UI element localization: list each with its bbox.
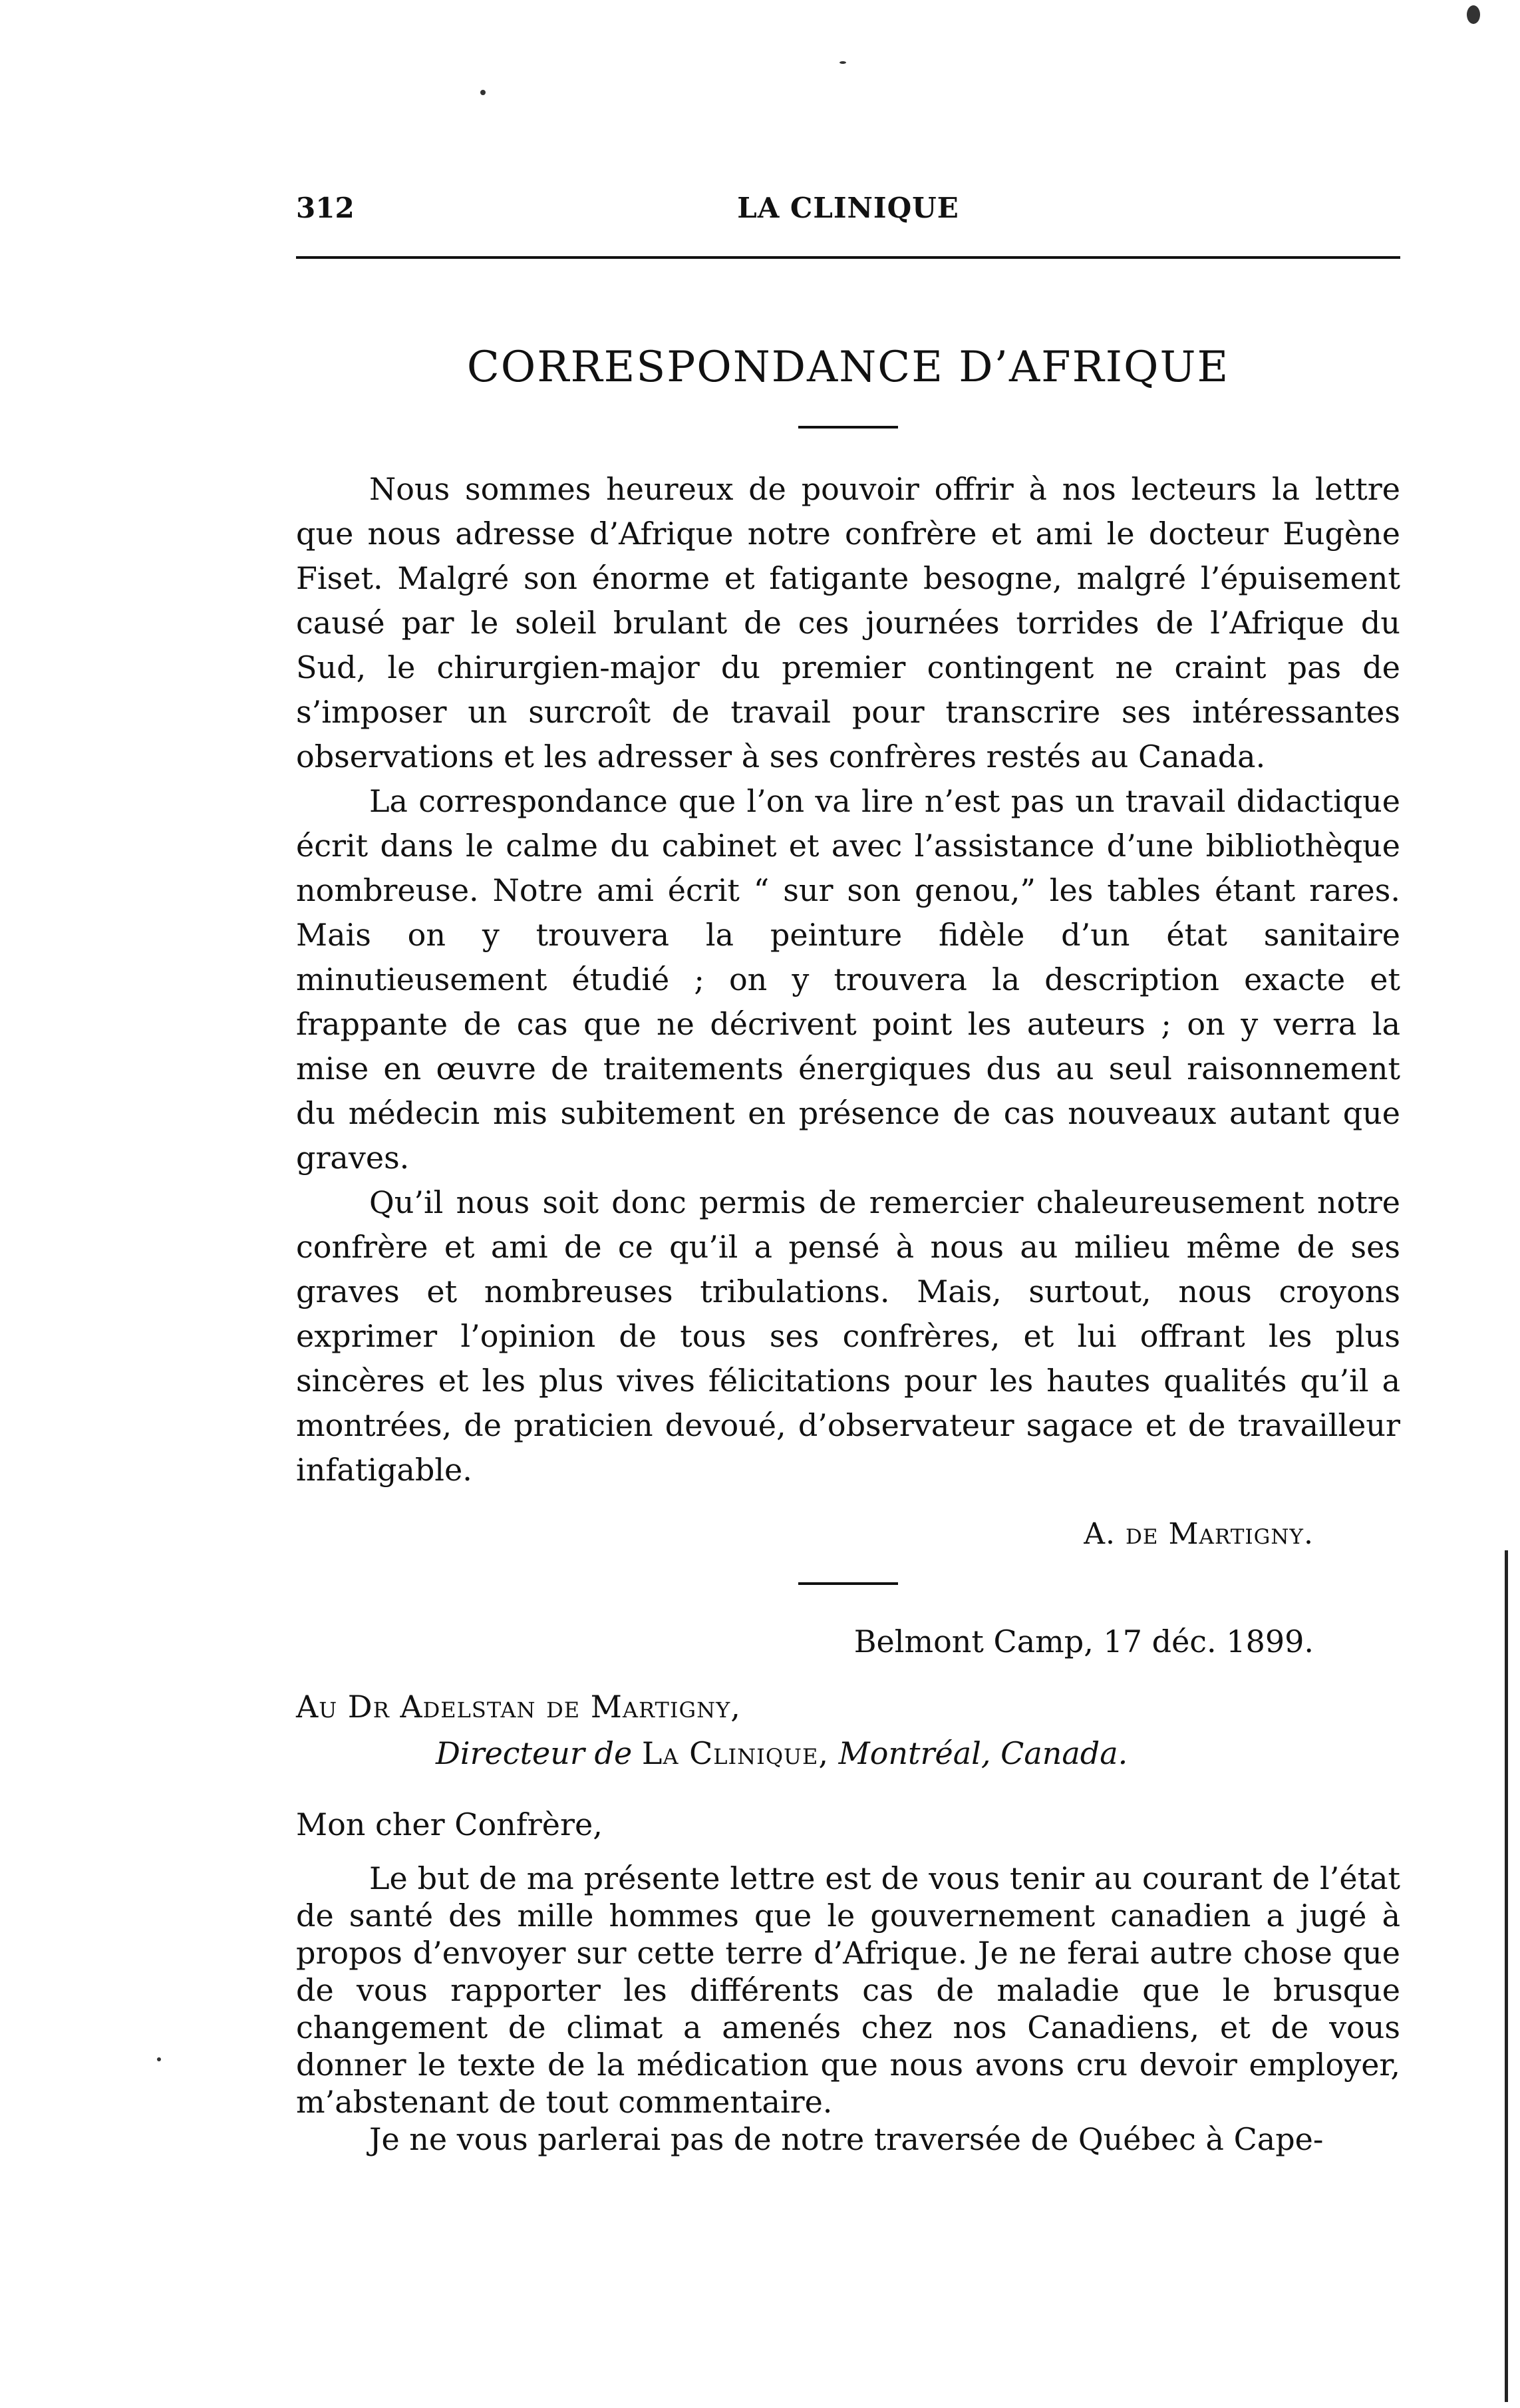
title-divider (798, 426, 898, 429)
intro-paragraph-2: La correspondance que l’on va lire n’est pas un travail didactique écrit dans le calme du cabinet et avec l’assistance d’une bibliothèque nombreuse. Notre ami écrit “ sur son genou,” les tables étant rares. Mais on y trouvera la peinture fidèle d’un état sanitaire minutieusement étudié ; on y trouvera la description exacte et frappante de cas que ne décrivent point les auteurs ; on y verra la mise en œuvre de traitements énergiques dus au seul raisonnement du médecin mis subitement en présence de cas nouveaux autant que graves. (296, 783, 1400, 1176)
address-journal: La Clinique, (641, 1735, 830, 1771)
letter-salutation: Mon cher Confrère, (296, 1806, 603, 1842)
editor-signature: A. de Martigny. (1084, 1517, 1314, 1551)
letter-dateline: Belmont Camp, 17 déc. 1899. (853, 1624, 1314, 1659)
scan-speck (157, 2057, 161, 2061)
scan-speck (480, 90, 486, 95)
letter-paragraph-1: Le but de ma présente lettre est de vous tenir au courant de l’état de santé des mille hommes que le gouvernement canadien a jugé à propos d’envoyer sur cette terre d’Afrique. Je ne ferai autre chose que de vous rapporter les différents cas de maladie que le brusque changement de climat a amenés chez nos Canadiens, et de vous donner le texte de la médication que nous avons cru devoir employer, m’abstenant de tout commentaire. (296, 1860, 1400, 2120)
intro-paragraph-1: Nous sommes heureux de pouvoir offrir à nos lecteurs la lettre que nous adresse d’Afrique notre confrère et ami le docteur Eugène Fiset. Malgré son énorme et fatigante besogne, malgré l’épuisement causé par le soleil brulant de ces journées torrides de l’Afrique du Sud, le chirurgien-major du premier contingent ne craint pas de s’imposer un surcroît de travail pour transcrire ses intéressantes observations et les adresser à ses confrères restés au Canada. (296, 471, 1400, 774)
page-number: 312 (296, 192, 355, 224)
letter-address (296, 1683, 1400, 1777)
intro-paragraph-3: Qu’il nous soit donc permis de remercier chaleureusement notre confrère et ami de ce qu’il a pensé à nous au milieu même de ses graves et nombreuses tribulations. Mais, surtout, nous croyons exprimer l’opinion de tous ses confrères, et lui offrant les plus sincères et les plus vives félicitations pour les hautes qualités qu’il a montrées, de praticien devoué, d’observateur sagace et de travailleur infatigable. (296, 1184, 1400, 1488)
letter-paragraph-2: Je ne vous parlerai pas de notre traversée de Québec à Cape- (369, 2121, 1324, 2157)
address-role: Directeur de (436, 1735, 633, 1771)
scan-speck (839, 61, 846, 64)
header-rule (296, 256, 1400, 259)
address-place: Montréal, Canada. (838, 1735, 1128, 1771)
address-recipient: Au Dr Adelstan de Martigny, (296, 1689, 741, 1725)
address-details (296, 1730, 1400, 1777)
journal-name: LA CLINIQUE (737, 192, 959, 224)
intro-section (296, 467, 1400, 1492)
letter-body (296, 1860, 1400, 2158)
article-title: CORRESPONDANCE D’AFRIQUE (466, 343, 1230, 392)
signature-divider (798, 1582, 898, 1585)
scan-edge-mark (1505, 1550, 1508, 2402)
running-header (296, 192, 1400, 232)
document-page (296, 0, 1400, 2408)
scan-speck (1467, 5, 1480, 24)
